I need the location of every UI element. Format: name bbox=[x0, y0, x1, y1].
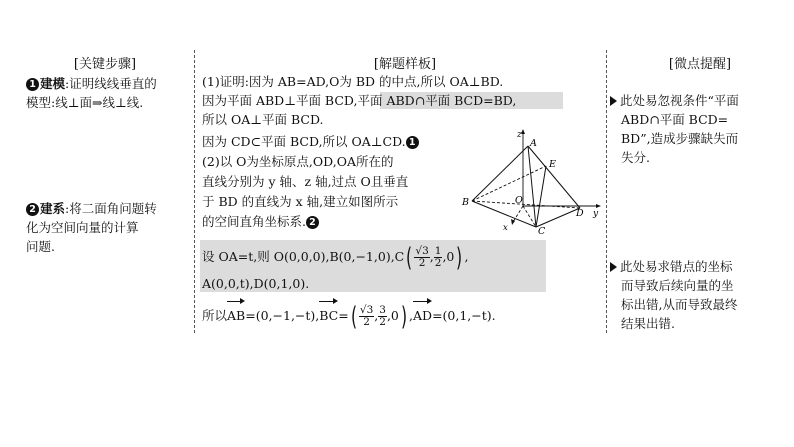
label-b: B bbox=[462, 197, 469, 208]
solution-marker-2: 2 bbox=[306, 216, 319, 229]
step-1-line-1: :证明线线垂直的 bbox=[65, 76, 157, 91]
solution-line-2b: 平面 ABD∩平面 BCD=BD, bbox=[357, 93, 517, 108]
frac-bc-x: $\frac{√3}{2}$ bbox=[359, 304, 374, 328]
label-z: z bbox=[517, 130, 522, 140]
label-e: E bbox=[549, 159, 556, 170]
solution-line-11-prefix: 所以 bbox=[202, 308, 228, 323]
solution-line-7: 于 BD 的直线为 x 轴,建立如图所示 bbox=[202, 194, 399, 209]
solution-line-5: (2)以 O为坐标原点,OD,OA所在的 bbox=[202, 154, 394, 169]
vector-ab: AB bbox=[227, 303, 245, 329]
document-page: [关键步骤] [解题样板] [微点提醒] 1 建模:证明线线垂直的 模型:线⊥面⇒线⊥线. 2 建系:将二面角问题转 化为空间向量的计算 问题. (1)证明:因为 AB=AD,O为 BD 的中点,所以 OA⊥BD. 因为平面 ABD⊥平面 BCD,平面 ABD∩平面 BCD=BD, 所以 OA⊥平面 BCD. 因为 CD⊂平面 BCD,所以 OA⊥CD. 1 (2)以 O为坐标原点,OD,OA所在的 直线分别为 y 轴、z 轴,过点 O且垂直 于 BD 的直线为 x 轴,建立如图所示 的空间直角坐标系. 2 设 OA=t,则 O(0,0,0),B(0,−1,0),C( $\frac{√3}{2}$ , $\frac{1}{2}$ ,0) , A(0,0,t),D(0,1,0). 所以AB=(0,−1,−t),BC=( $\frac{√3}{2}$ , $\frac{3}{2}$ ,0) ,AD=(0,1,−t). z A E B O D y C x 此处易忽视条件“平面 ABD∩平面 BCD= BD”,造成步骤缺失而 失分. 此处易求错点的坐标 而导致后续向量的坐 标出错,从而导致最终 结果出错. bbox=[0, 0, 794, 447]
solution-line-8: 的空间直角坐标系. bbox=[202, 214, 306, 229]
frac-c-x: $\frac{√3}{2}$ bbox=[415, 245, 429, 269]
step-1-label: 建模 bbox=[40, 76, 66, 91]
vector-bc: BC bbox=[319, 303, 338, 329]
frac-c-y: $\frac{1}{2}$ bbox=[434, 245, 442, 269]
label-y: y bbox=[593, 209, 599, 219]
step-2-number: 2 bbox=[26, 203, 39, 216]
solution-line-9: 设 OA=t,则 O(0,0,0),B(0,−1,0),C bbox=[202, 249, 405, 264]
header-tips: [微点提醒] bbox=[668, 57, 732, 72]
label-o: O bbox=[515, 195, 523, 206]
pyramid-figure bbox=[456, 124, 608, 234]
step-1-line-2: 模型:线⊥面⇒线⊥线. bbox=[26, 95, 144, 110]
solution-line-4: 因为 CD⊂平面 BCD,所以 OA⊥CD. bbox=[202, 134, 406, 149]
step-2-label: 建系 bbox=[40, 201, 66, 216]
solution-line-3: 所以 OA⊥平面 BCD. bbox=[202, 112, 324, 127]
solution-line-1: (1)证明:因为 AB=AD,O为 BD 的中点,所以 OA⊥BD. bbox=[202, 74, 504, 89]
divider-left bbox=[194, 50, 195, 333]
header-steps: [关键步骤] bbox=[73, 57, 137, 72]
solution-marker-1: 1 bbox=[406, 136, 419, 149]
tip-2-arrow-icon bbox=[610, 262, 617, 272]
tip-1-arrow-icon bbox=[610, 96, 617, 106]
step-2-line-3: 问题. bbox=[26, 239, 55, 254]
label-a: A bbox=[530, 138, 537, 149]
label-c: C bbox=[538, 226, 546, 234]
label-x: x bbox=[503, 223, 508, 233]
step-1-number: 1 bbox=[26, 78, 39, 91]
frac-bc-y: $\frac{3}{2}$ bbox=[379, 304, 386, 328]
header-template: [解题样板] bbox=[373, 57, 437, 72]
solution-line-6: 直线分别为 y 轴、z 轴,过点 O且垂直 bbox=[202, 174, 409, 189]
vector-ad: AD bbox=[413, 303, 432, 329]
solution-line-2a: 因为平面 ABD⊥平面 BCD, bbox=[202, 93, 358, 108]
step-2-line-1: :将二面角问题转 bbox=[65, 201, 157, 216]
label-d: D bbox=[576, 208, 584, 219]
step-2-line-2: 化为空间向量的计算 bbox=[26, 220, 139, 235]
solution-line-10: A(0,0,t),D(0,1,0). bbox=[202, 276, 310, 291]
